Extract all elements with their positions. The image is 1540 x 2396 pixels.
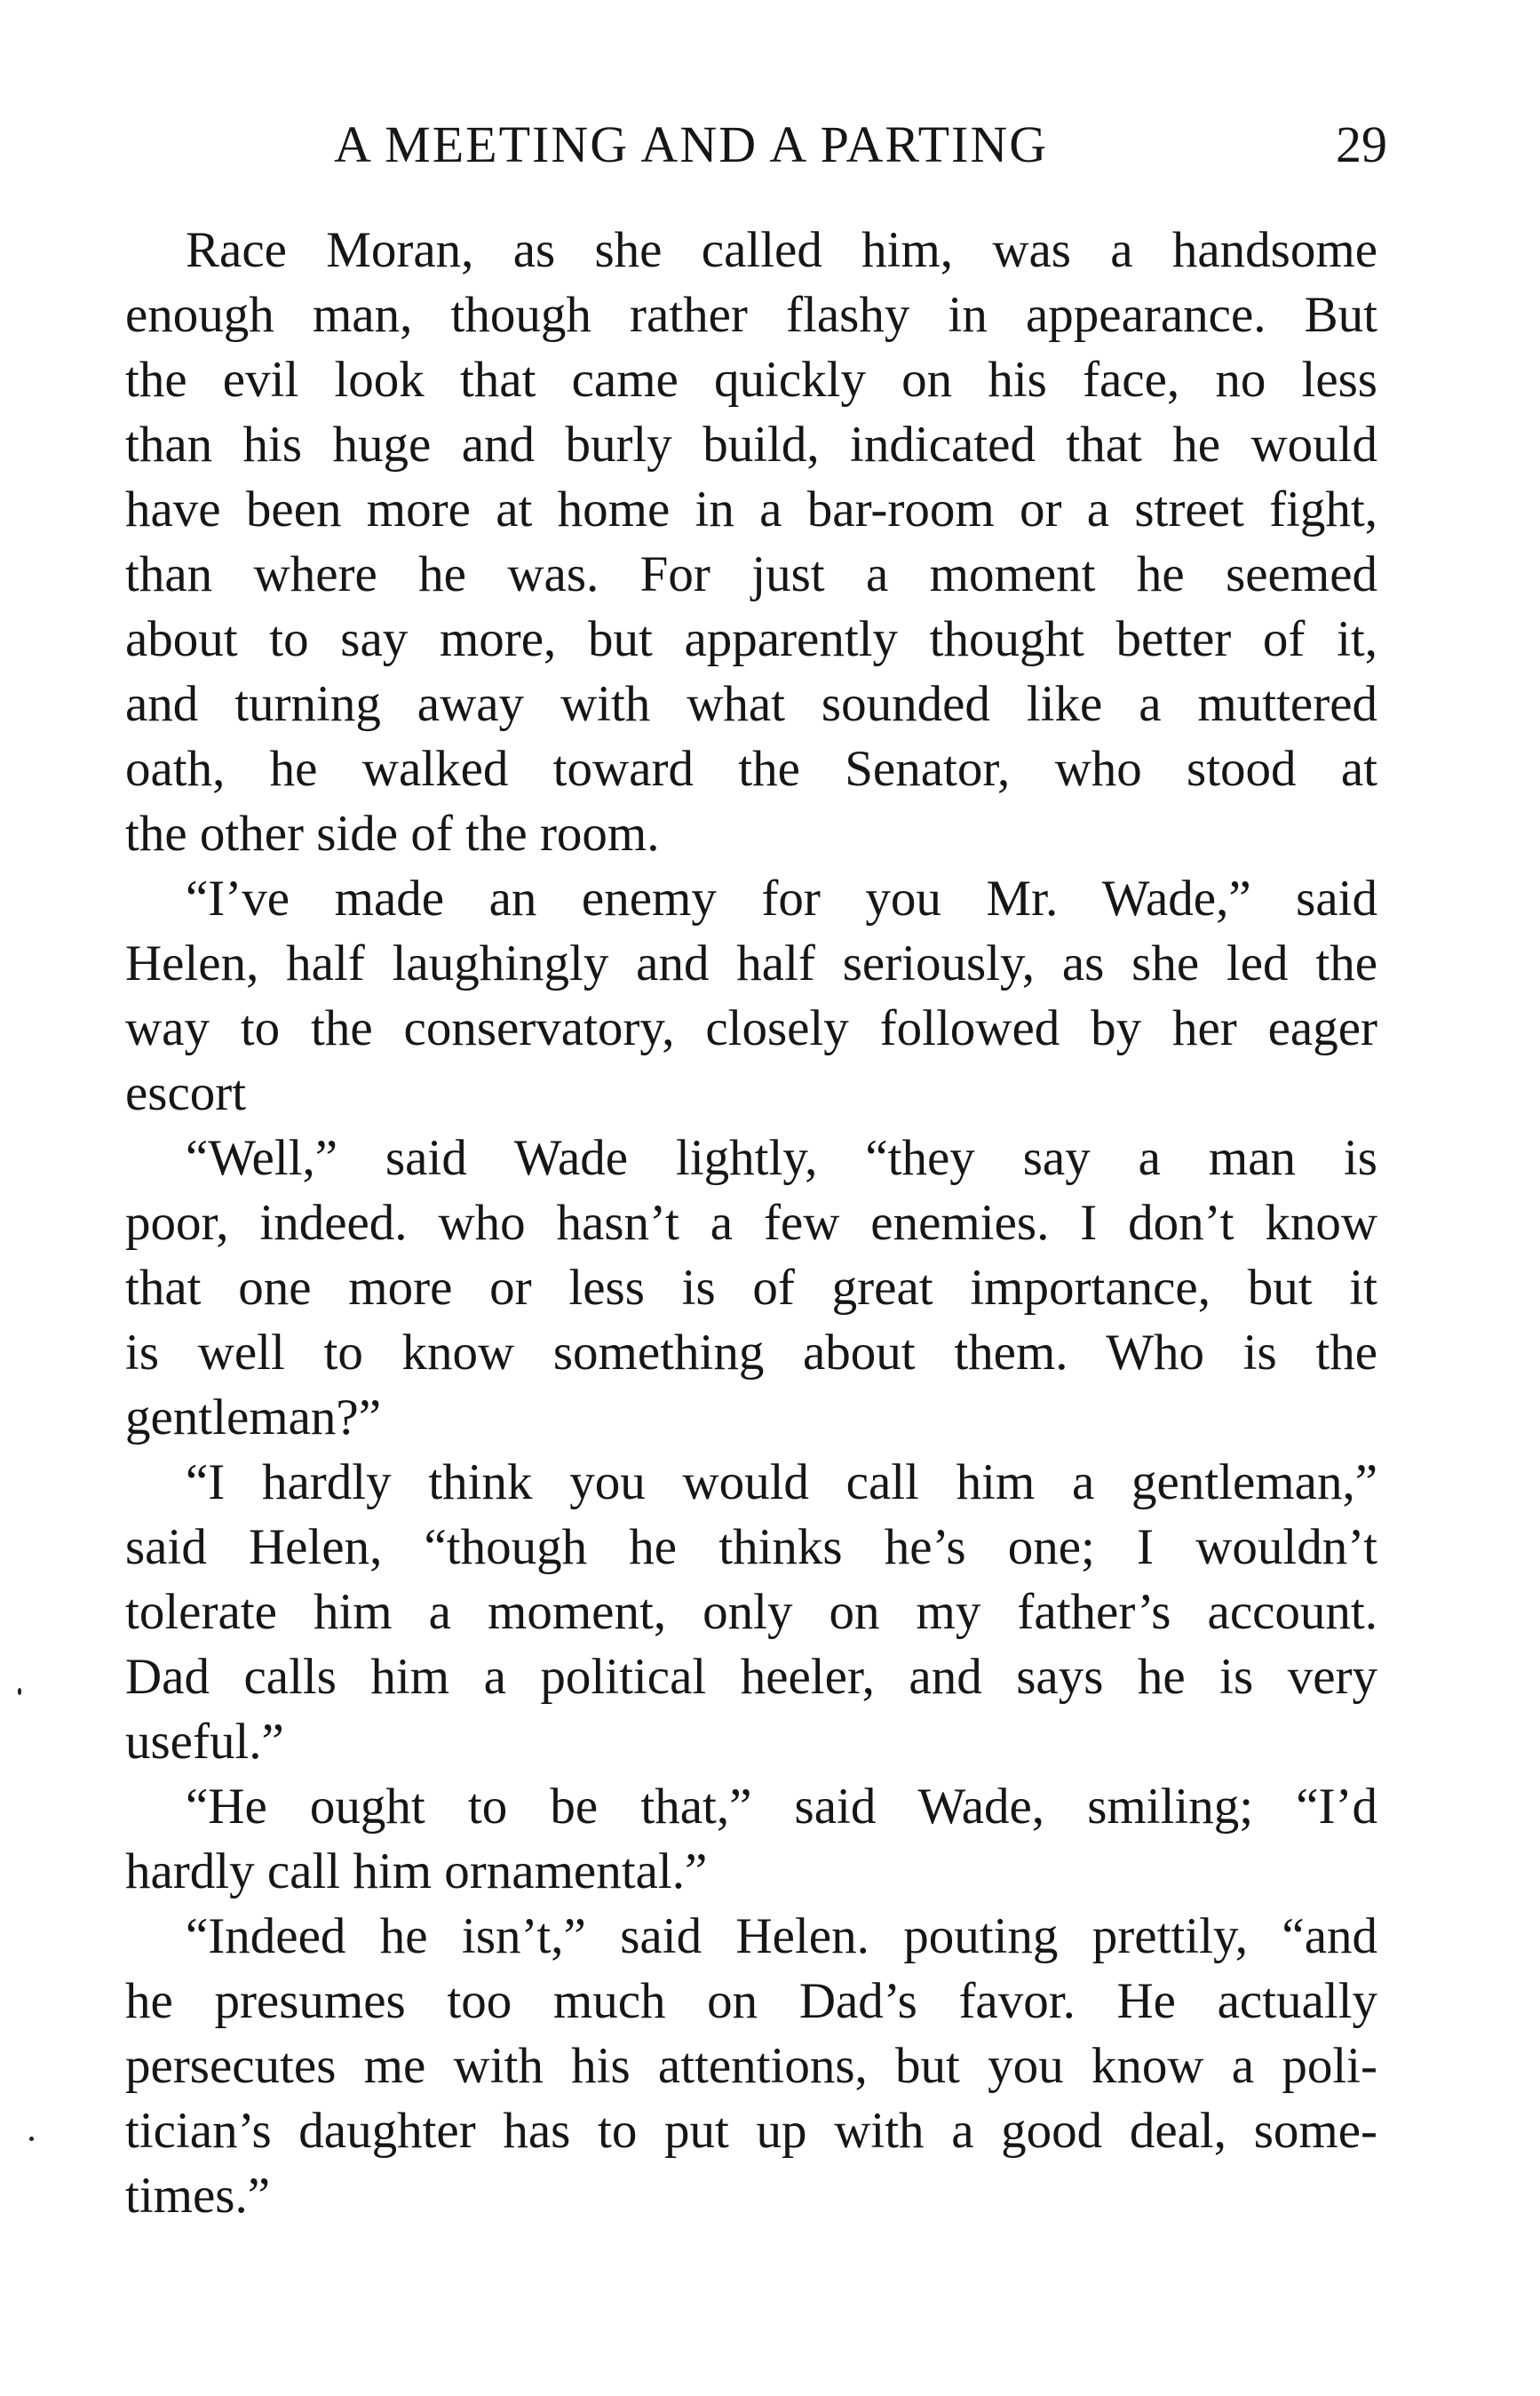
text-line: useful.” <box>125 1714 284 1770</box>
text-line: have been more at home in a bar-room or a street fight, <box>125 482 1377 537</box>
text-line: the evil look that came quickly on his face, no less <box>125 352 1377 408</box>
text-line: “I’ve made an enemy for you Mr. Wade,” said <box>186 871 1377 927</box>
text-line: escort <box>125 1065 247 1121</box>
text-line: poor, indeed. who hasn’t a few enemies. I don’t know <box>125 1195 1377 1251</box>
text-line: and turning away with what sounded like a muttered <box>125 676 1377 732</box>
text-line: he presumes too much on Dad’s favor. He actually <box>125 1973 1377 2029</box>
text-line: Helen, half laughingly and half seriously, as she led the <box>125 935 1377 991</box>
text-line: hardly call him ornamental.” <box>125 1843 708 1899</box>
text-line: said Helen, “though he thinks he’s one; I wouldn’t <box>125 1519 1377 1575</box>
running-head-title: A MEETING AND A PARTING <box>334 115 1049 173</box>
text-line: Race Moran, as she called him, was a handsome <box>186 222 1377 278</box>
page-number: 29 <box>1336 115 1387 173</box>
text-line: Dad calls him a political heeler, and says he is very <box>125 1649 1377 1705</box>
text-line: enough man, though rather flashy in appearance. But <box>125 287 1377 343</box>
text-line: that one more or less is of great importance, but it <box>125 1260 1377 1316</box>
text-line: times.” <box>125 2168 271 2224</box>
text-line: than his huge and burly build, indicated that he would <box>125 417 1377 473</box>
text-line: “I hardly think you would call him a gentleman,” <box>186 1454 1377 1510</box>
text-line: gentleman?” <box>125 1389 382 1445</box>
text-line: about to say more, but apparently thought better of it, <box>125 611 1377 667</box>
print-speck <box>29 2137 34 2141</box>
text-line: tolerate him a moment, only on my father’s account. <box>125 1584 1377 1640</box>
text-line: the other side of the room. <box>125 806 660 862</box>
body-text <box>125 218 1377 2228</box>
text-line: “Well,” said Wade lightly, “they say a man is <box>186 1130 1377 1186</box>
text-line: is well to know something about them. Who is the <box>125 1325 1377 1381</box>
text-line: tician’s daughter has to put up with a good deal, some- <box>125 2103 1377 2159</box>
text-line: “He ought to be that,” said Wade, smiling; “I’d <box>186 1779 1377 1835</box>
text-line: persecutes me with his attentions, but you know a poli- <box>125 2038 1377 2094</box>
text-line: way to the conservatory, closely followed by her eager <box>125 1000 1377 1056</box>
print-speck <box>18 1688 21 1695</box>
text-line: than where he was. For just a moment he seemed <box>125 546 1377 602</box>
text-line: “Indeed he isn’t,” said Helen. pouting prettily, “and <box>186 1908 1377 1964</box>
text-line: oath, he walked toward the Senator, who stood at <box>125 741 1377 797</box>
